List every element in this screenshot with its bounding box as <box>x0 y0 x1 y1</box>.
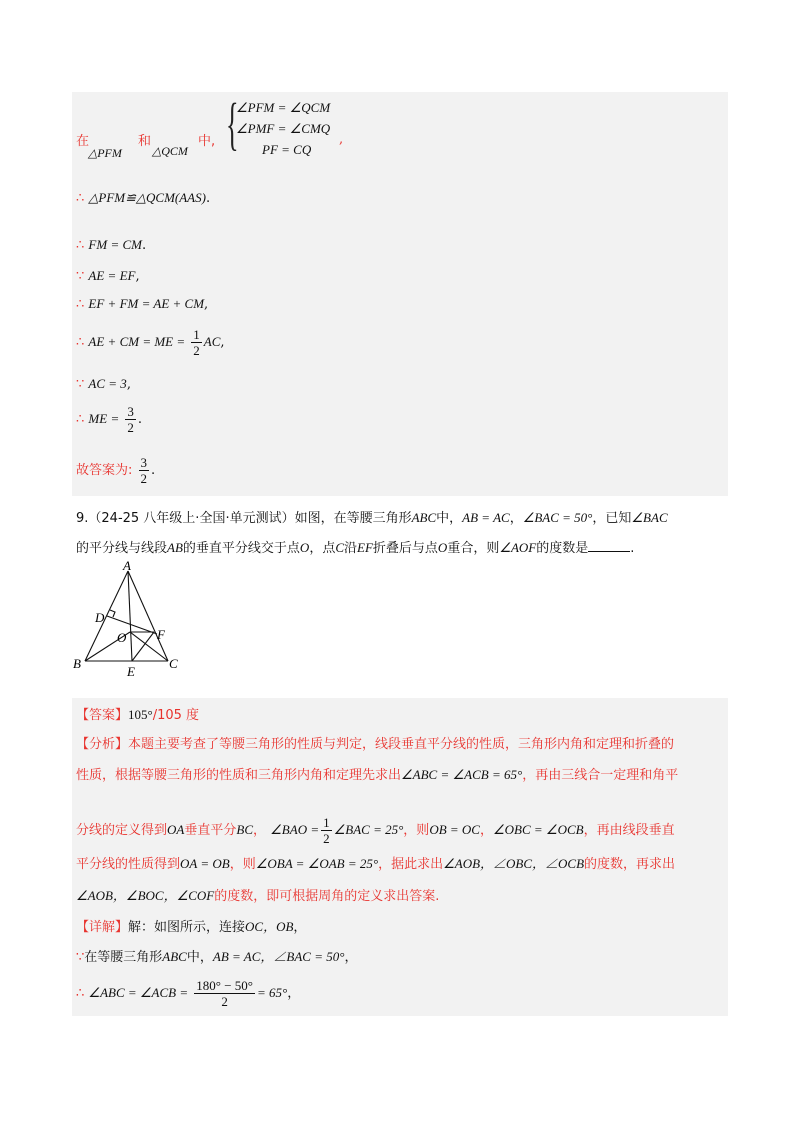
detail-text: 在等腰三角形 <box>84 950 163 965</box>
therefore-symbol: ∴ <box>76 986 85 1001</box>
step-ae-ef <box>76 268 140 284</box>
analysis-text: 性质，根据等腰三角形的性质和三角形内角和定理先求出 <box>76 768 402 783</box>
sum-expr: EF + FM = AE + CM <box>88 296 205 311</box>
q9-text: 折叠后与点 <box>372 541 438 556</box>
ob-oc-expr: OB = OC <box>429 822 480 837</box>
middle-word: 中, <box>198 134 216 149</box>
point-o: O <box>299 540 310 555</box>
detail-line-3 <box>76 978 300 1009</box>
therefore-symbol: ∴ <box>76 412 85 427</box>
because-symbol: ∵ <box>76 950 85 965</box>
one-half-fraction: $\frac{1}{2}$ <box>193 327 200 358</box>
q9-text: 的垂直平分线交于点 <box>182 541 300 556</box>
ae-ef-expr: AE = EF <box>88 268 136 283</box>
angle-bac: ∠BAC <box>631 510 668 525</box>
label-c: C <box>169 656 178 671</box>
q9-text: 的度数是 <box>536 541 589 556</box>
analysis-text: 分线的定义得到 <box>76 823 168 838</box>
and-word: 和 <box>138 134 152 149</box>
analysis-text: 的度数，即可根据周角的定义求出答案. <box>214 889 440 904</box>
analysis-text: ，据此求出 <box>378 857 444 872</box>
analysis-line-4 <box>76 853 675 872</box>
because-symbol: ∵ <box>76 269 85 284</box>
step-sum <box>76 296 208 312</box>
analysis-text: ，再由三线合一定理和角平 <box>522 768 679 783</box>
point-o: O <box>437 540 448 555</box>
analysis-text: 垂直平分 <box>184 823 237 838</box>
label-e: E <box>127 664 135 679</box>
analysis-text: ， <box>479 823 493 838</box>
triangle-pfm: △PFM <box>88 146 122 160</box>
label-f: F <box>157 627 165 642</box>
detail-comma: ， <box>293 920 307 935</box>
segment-bc: BC <box>236 822 253 837</box>
answer-value: 105° <box>128 707 153 722</box>
cond-angle-bac: ∠BAC = 50° <box>522 510 593 525</box>
oba-oab-expr: ∠OBA = ∠OAB = 25° <box>255 856 379 871</box>
therefore-symbol: ∴ <box>76 297 85 312</box>
analysis-text: 的度数，再求出 <box>584 857 676 872</box>
period: . <box>205 191 211 206</box>
congruent-expr: △PFM≌△QCM(AAS) <box>88 190 206 205</box>
oa-ob-expr: OA = OB <box>180 856 230 871</box>
triangle-qcm: △QCM <box>152 144 188 158</box>
label-d: D <box>95 610 105 625</box>
right-angle-mark <box>110 610 115 617</box>
segment-oa: OA <box>167 822 185 837</box>
system-row-2: ∠PMF = ∠CMQ <box>236 121 331 136</box>
step-ac-value <box>76 376 131 392</box>
segment-ef: EF <box>357 540 373 555</box>
period: . <box>137 412 142 427</box>
base-angle-value: = 65° <box>257 985 288 1000</box>
obc-ocb-expr: ∠OBC = ∠OCB <box>493 822 584 837</box>
q9-comma: ， <box>509 511 523 526</box>
analysis-text: 平分线的性质得到 <box>76 857 181 872</box>
bisector-ao <box>128 571 132 661</box>
answer-fraction: $\frac{3}{2}$ <box>140 455 148 486</box>
detail-tag: 【详解】 <box>76 920 129 935</box>
analysis-text: ，再由线段垂直 <box>583 823 675 838</box>
comma: , <box>126 377 131 392</box>
analysis-text: ， <box>253 823 267 838</box>
q9-text: 重合，则 <box>447 541 500 556</box>
detail-text: 解：如图所示，连接 <box>128 920 246 935</box>
analysis-text: ，则 <box>229 857 256 872</box>
q9-text: ，已知 <box>592 511 632 526</box>
label-b: B <box>73 656 81 671</box>
angle-aof: ∠AOF <box>499 540 537 555</box>
step-congruent <box>76 190 210 206</box>
analysis-line-2 <box>76 764 678 783</box>
point-c: C <box>335 540 344 555</box>
triangle-figure <box>70 560 190 685</box>
segment-ab: AB <box>167 540 183 555</box>
q9-text: 中， <box>436 511 463 526</box>
answer-line <box>76 704 199 723</box>
label-a: A <box>123 560 131 573</box>
base-angle-fraction: $\frac{180^\circ - 50^\circ}{2}$ <box>196 978 254 1009</box>
step-me-value <box>76 404 142 435</box>
analysis-text: ，则 <box>403 823 430 838</box>
system-row-1: ∠PFM = ∠QCM <box>236 100 331 115</box>
analysis-tag: 【分析】 <box>76 737 129 752</box>
angle-bac-half: ∠BAC = 25° <box>333 822 404 837</box>
therefore-symbol: ∴ <box>76 335 85 350</box>
angles-list-1: ∠AOB，∠OBC，∠OCB <box>443 856 585 871</box>
because-symbol: ∵ <box>76 377 85 392</box>
angles-list-2: ∠AOB，∠BOC，∠COF <box>76 888 215 903</box>
q9-text: ，点 <box>309 541 336 556</box>
system-row-3: PF = CQ <box>262 142 312 157</box>
half-fraction: $\frac{1}{2}$ <box>323 815 330 846</box>
system-comma: , <box>339 132 344 147</box>
answer-blank <box>588 539 630 552</box>
therefore-symbol: ∴ <box>76 191 85 206</box>
ac-term: AC <box>203 334 221 349</box>
period: . <box>141 238 147 253</box>
q9-text: 沿 <box>344 541 358 556</box>
three-halves-fraction: $\frac{3}{2}$ <box>127 404 134 435</box>
oc-ob-segments: OC，OB <box>245 919 294 934</box>
comma: , <box>204 297 209 312</box>
in-word: 在 <box>76 134 90 149</box>
q9-period: . <box>630 541 635 556</box>
analysis-line-1 <box>76 733 674 752</box>
side-ac <box>128 571 168 661</box>
detail-line-2 <box>76 946 357 965</box>
comma: , <box>220 335 225 350</box>
cond-ab-ac: AB = AC <box>462 510 510 525</box>
angle-bao: ∠BAO = <box>270 822 320 837</box>
answer-tag: 【答案】 <box>76 708 129 723</box>
ac-expr: AC = 3 <box>88 376 127 391</box>
question-9-line-1 <box>76 507 668 526</box>
question-9-line-2 <box>76 537 634 556</box>
angle-equation: ∠ABC = ∠ACB = 65° <box>401 767 523 782</box>
analysis-line-5 <box>76 885 439 904</box>
detail-comma: ， <box>344 950 358 965</box>
triangle-abc: ABC <box>411 510 437 525</box>
detail-text: 中， <box>186 950 213 965</box>
analysis-line-3 <box>76 815 675 846</box>
q9-intro-text: 9.（24-25 八年级上·全国·单元测试）如图，在等腰三角形 <box>76 511 412 526</box>
base-angles-expr: ∠ABC = ∠ACB = <box>88 985 189 1000</box>
label-o: O <box>117 630 127 645</box>
comma: , <box>135 269 140 284</box>
analysis-text: 本题主要考查了等腰三角形的性质与判定，线段垂直平分线的性质，三角形内角和定理和折叠的 <box>128 737 675 752</box>
me-value-expr: ME = <box>88 411 120 426</box>
step-fm-cm <box>76 237 146 253</box>
fm-cm-expr: FM = CM <box>88 237 142 252</box>
answer-label: 故答案为: <box>76 463 133 478</box>
left-brace: { <box>226 91 239 156</box>
detail-line-1 <box>76 916 306 935</box>
period: . <box>151 463 156 478</box>
triangle-abc: ABC <box>162 949 187 964</box>
given-conditions: AB = AC，∠BAC = 50° <box>212 949 345 964</box>
answer-alt: /105 度 <box>152 708 200 723</box>
me-expr: AE + CM = ME = <box>88 334 186 349</box>
detail-comma: ， <box>287 986 301 1001</box>
q9-text: 的平分线与线段 <box>76 541 168 556</box>
step-me-half-ac <box>76 327 225 358</box>
final-answer-line <box>76 455 155 486</box>
therefore-symbol: ∴ <box>76 238 85 253</box>
